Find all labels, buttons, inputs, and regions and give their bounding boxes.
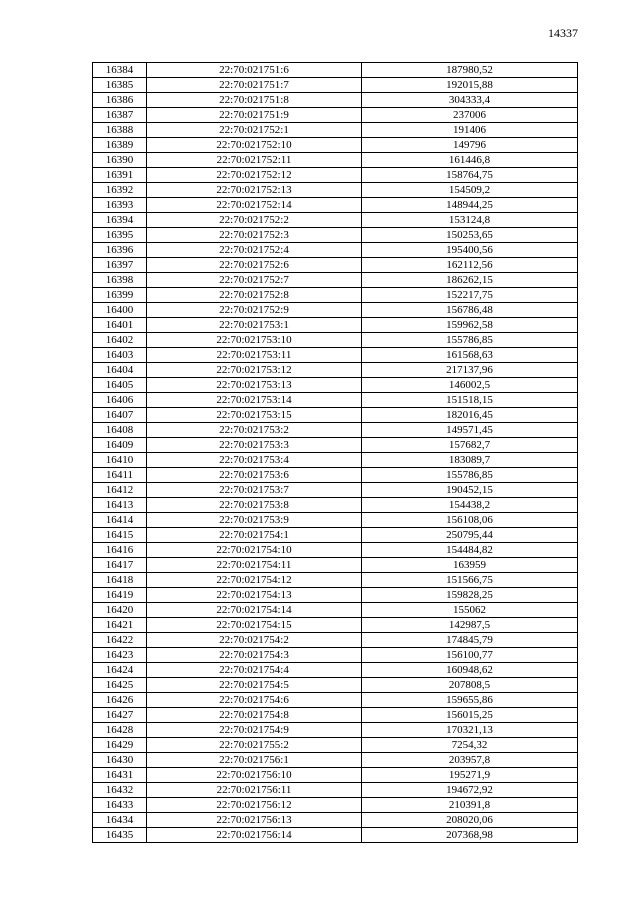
value-cell: 154438,2 xyxy=(362,498,578,513)
cadastral-number-cell: 22:70:021754:2 xyxy=(147,633,362,648)
cadastral-number-cell: 22:70:021753:1 xyxy=(147,318,362,333)
cadastral-number-cell: 22:70:021752:9 xyxy=(147,303,362,318)
value-cell: 207368,98 xyxy=(362,828,578,843)
cadastral-number-cell: 22:70:021753:15 xyxy=(147,408,362,423)
cadastral-number-cell: 22:70:021754:15 xyxy=(147,618,362,633)
value-cell: 151518,15 xyxy=(362,393,578,408)
table-row xyxy=(93,543,578,558)
value-cell: 149571,45 xyxy=(362,423,578,438)
table-row xyxy=(93,348,578,363)
cadastral-number-cell: 22:70:021756:14 xyxy=(147,828,362,843)
cadastral-number-cell: 22:70:021753:3 xyxy=(147,438,362,453)
value-cell: 203957,8 xyxy=(362,753,578,768)
row-number-cell: 16394 xyxy=(93,213,147,228)
row-number-cell: 16387 xyxy=(93,108,147,123)
row-number-cell: 16391 xyxy=(93,168,147,183)
row-number-cell: 16434 xyxy=(93,813,147,828)
value-cell: 151566,75 xyxy=(362,573,578,588)
cadastral-number-cell: 22:70:021752:7 xyxy=(147,273,362,288)
table-row xyxy=(93,93,578,108)
value-cell: 191406 xyxy=(362,123,578,138)
cadastral-number-cell: 22:70:021753:6 xyxy=(147,468,362,483)
row-number-cell: 16393 xyxy=(93,198,147,213)
cadastral-number-cell: 22:70:021752:4 xyxy=(147,243,362,258)
table-body xyxy=(93,63,578,843)
table-row xyxy=(93,723,578,738)
value-cell: 155786,85 xyxy=(362,468,578,483)
cadastral-number-cell: 22:70:021753:11 xyxy=(147,348,362,363)
value-cell: 146002,5 xyxy=(362,378,578,393)
cadastral-number-cell: 22:70:021753:13 xyxy=(147,378,362,393)
cadastral-number-cell: 22:70:021756:11 xyxy=(147,783,362,798)
table-row xyxy=(93,258,578,273)
value-cell: 161568,63 xyxy=(362,348,578,363)
value-cell: 154509,2 xyxy=(362,183,578,198)
row-number-cell: 16395 xyxy=(93,228,147,243)
page-number: 14337 xyxy=(548,26,578,40)
row-number-cell: 16422 xyxy=(93,633,147,648)
row-number-cell: 16392 xyxy=(93,183,147,198)
value-cell: 304333,4 xyxy=(362,93,578,108)
cadastral-number-cell: 22:70:021752:2 xyxy=(147,213,362,228)
table-row xyxy=(93,378,578,393)
value-cell: 194672,92 xyxy=(362,783,578,798)
value-cell: 142987,5 xyxy=(362,618,578,633)
value-cell: 210391,8 xyxy=(362,798,578,813)
table-row xyxy=(93,663,578,678)
value-cell: 163959 xyxy=(362,558,578,573)
cadastral-number-cell: 22:70:021754:3 xyxy=(147,648,362,663)
value-cell: 152217,75 xyxy=(362,288,578,303)
cadastral-number-cell: 22:70:021756:12 xyxy=(147,798,362,813)
cadastral-number-cell: 22:70:021752:8 xyxy=(147,288,362,303)
table-row xyxy=(93,78,578,93)
table-row xyxy=(93,123,578,138)
cadastral-number-cell: 22:70:021753:10 xyxy=(147,333,362,348)
cadastral-number-cell: 22:70:021753:7 xyxy=(147,483,362,498)
table-row xyxy=(93,288,578,303)
table-row xyxy=(93,333,578,348)
row-number-cell: 16399 xyxy=(93,288,147,303)
table-row xyxy=(93,393,578,408)
cadastral-number-cell: 22:70:021754:12 xyxy=(147,573,362,588)
table-row xyxy=(93,243,578,258)
table-row xyxy=(93,738,578,753)
value-cell: 186262,15 xyxy=(362,273,578,288)
cadastral-number-cell: 22:70:021753:14 xyxy=(147,393,362,408)
row-number-cell: 16389 xyxy=(93,138,147,153)
row-number-cell: 16406 xyxy=(93,393,147,408)
row-number-cell: 16396 xyxy=(93,243,147,258)
value-cell: 159962,58 xyxy=(362,318,578,333)
cadastral-number-cell: 22:70:021756:1 xyxy=(147,753,362,768)
row-number-cell: 16414 xyxy=(93,513,147,528)
row-number-cell: 16427 xyxy=(93,708,147,723)
cadastral-number-cell: 22:70:021754:5 xyxy=(147,678,362,693)
value-cell: 182016,45 xyxy=(362,408,578,423)
row-number-cell: 16400 xyxy=(93,303,147,318)
row-number-cell: 16403 xyxy=(93,348,147,363)
row-number-cell: 16420 xyxy=(93,603,147,618)
row-number-cell: 16426 xyxy=(93,693,147,708)
table-row xyxy=(93,618,578,633)
row-number-cell: 16398 xyxy=(93,273,147,288)
row-number-cell: 16428 xyxy=(93,723,147,738)
row-number-cell: 16408 xyxy=(93,423,147,438)
cadastral-number-cell: 22:70:021752:6 xyxy=(147,258,362,273)
row-number-cell: 16421 xyxy=(93,618,147,633)
table-row xyxy=(93,363,578,378)
cadastral-number-cell: 22:70:021752:1 xyxy=(147,123,362,138)
row-number-cell: 16429 xyxy=(93,738,147,753)
cadastral-number-cell: 22:70:021751:6 xyxy=(147,63,362,78)
table-row xyxy=(93,423,578,438)
cadastral-number-cell: 22:70:021754:6 xyxy=(147,693,362,708)
cadastral-number-cell: 22:70:021754:8 xyxy=(147,708,362,723)
row-number-cell: 16385 xyxy=(93,78,147,93)
row-number-cell: 16412 xyxy=(93,483,147,498)
table-row xyxy=(93,783,578,798)
cadastral-number-cell: 22:70:021753:4 xyxy=(147,453,362,468)
cadastral-number-cell: 22:70:021754:13 xyxy=(147,588,362,603)
row-number-cell: 16432 xyxy=(93,783,147,798)
row-number-cell: 16431 xyxy=(93,768,147,783)
row-number-cell: 16416 xyxy=(93,543,147,558)
table-row xyxy=(93,708,578,723)
cadastral-number-cell: 22:70:021751:7 xyxy=(147,78,362,93)
cadastral-number-cell: 22:70:021752:11 xyxy=(147,153,362,168)
cadastral-number-cell: 22:70:021754:11 xyxy=(147,558,362,573)
row-number-cell: 16407 xyxy=(93,408,147,423)
table-row xyxy=(93,528,578,543)
value-cell: 237006 xyxy=(362,108,578,123)
table-row xyxy=(93,693,578,708)
table-row xyxy=(93,498,578,513)
table-row xyxy=(93,408,578,423)
cadastral-number-cell: 22:70:021756:13 xyxy=(147,813,362,828)
value-cell: 174845,79 xyxy=(362,633,578,648)
row-number-cell: 16390 xyxy=(93,153,147,168)
value-cell: 156100,77 xyxy=(362,648,578,663)
table-row xyxy=(93,483,578,498)
value-cell: 183089,7 xyxy=(362,453,578,468)
cadastral-number-cell: 22:70:021751:9 xyxy=(147,108,362,123)
row-number-cell: 16405 xyxy=(93,378,147,393)
row-number-cell: 16413 xyxy=(93,498,147,513)
row-number-cell: 16425 xyxy=(93,678,147,693)
table-row xyxy=(93,573,578,588)
cadastral-number-cell: 22:70:021752:3 xyxy=(147,228,362,243)
table-row xyxy=(93,438,578,453)
table-row xyxy=(93,648,578,663)
table-row xyxy=(93,513,578,528)
cadastral-number-cell: 22:70:021754:1 xyxy=(147,528,362,543)
value-cell: 159655,86 xyxy=(362,693,578,708)
table-row xyxy=(93,183,578,198)
value-cell: 161446,8 xyxy=(362,153,578,168)
row-number-cell: 16419 xyxy=(93,588,147,603)
value-cell: 149796 xyxy=(362,138,578,153)
row-number-cell: 16418 xyxy=(93,573,147,588)
cadastral-number-cell: 22:70:021752:14 xyxy=(147,198,362,213)
value-cell: 160948,62 xyxy=(362,663,578,678)
value-cell: 170321,13 xyxy=(362,723,578,738)
row-number-cell: 16424 xyxy=(93,663,147,678)
cadastral-number-cell: 22:70:021753:2 xyxy=(147,423,362,438)
value-cell: 250795,44 xyxy=(362,528,578,543)
value-cell: 156786,48 xyxy=(362,303,578,318)
value-cell: 162112,56 xyxy=(362,258,578,273)
table-row xyxy=(93,603,578,618)
cadastral-number-cell: 22:70:021753:9 xyxy=(147,513,362,528)
table-row xyxy=(93,768,578,783)
cadastral-number-cell: 22:70:021755:2 xyxy=(147,738,362,753)
cadastral-number-cell: 22:70:021752:13 xyxy=(147,183,362,198)
row-number-cell: 16404 xyxy=(93,363,147,378)
value-cell: 155786,85 xyxy=(362,333,578,348)
row-number-cell: 16430 xyxy=(93,753,147,768)
table-row xyxy=(93,153,578,168)
table-row xyxy=(93,453,578,468)
row-number-cell: 16415 xyxy=(93,528,147,543)
value-cell: 159828,25 xyxy=(362,588,578,603)
table-row xyxy=(93,138,578,153)
value-cell: 187980,52 xyxy=(362,63,578,78)
table-row xyxy=(93,63,578,78)
row-number-cell: 16401 xyxy=(93,318,147,333)
row-number-cell: 16386 xyxy=(93,93,147,108)
value-cell: 148944,25 xyxy=(362,198,578,213)
cadastral-number-cell: 22:70:021751:8 xyxy=(147,93,362,108)
cadastral-value-table xyxy=(92,62,578,843)
table-row xyxy=(93,798,578,813)
row-number-cell: 16409 xyxy=(93,438,147,453)
value-cell: 195400,56 xyxy=(362,243,578,258)
row-number-cell: 16402 xyxy=(93,333,147,348)
table-row xyxy=(93,108,578,123)
value-cell: 150253,65 xyxy=(362,228,578,243)
table-row xyxy=(93,198,578,213)
value-cell: 154484,82 xyxy=(362,543,578,558)
table-row xyxy=(93,318,578,333)
table-row xyxy=(93,228,578,243)
value-cell: 207808,5 xyxy=(362,678,578,693)
value-cell: 153124,8 xyxy=(362,213,578,228)
value-cell: 208020,06 xyxy=(362,813,578,828)
value-cell: 156108,06 xyxy=(362,513,578,528)
table-row xyxy=(93,558,578,573)
table-row xyxy=(93,273,578,288)
row-number-cell: 16435 xyxy=(93,828,147,843)
value-cell: 192015,88 xyxy=(362,78,578,93)
row-number-cell: 16411 xyxy=(93,468,147,483)
value-cell: 155062 xyxy=(362,603,578,618)
row-number-cell: 16410 xyxy=(93,453,147,468)
row-number-cell: 16423 xyxy=(93,648,147,663)
value-cell: 195271,9 xyxy=(362,768,578,783)
cadastral-number-cell: 22:70:021754:4 xyxy=(147,663,362,678)
table-row xyxy=(93,303,578,318)
table-row xyxy=(93,753,578,768)
value-cell: 217137,96 xyxy=(362,363,578,378)
cadastral-number-cell: 22:70:021752:12 xyxy=(147,168,362,183)
value-cell: 156015,25 xyxy=(362,708,578,723)
cadastral-number-cell: 22:70:021753:12 xyxy=(147,363,362,378)
table-row xyxy=(93,633,578,648)
table-row xyxy=(93,213,578,228)
value-cell: 158764,75 xyxy=(362,168,578,183)
row-number-cell: 16388 xyxy=(93,123,147,138)
cadastral-number-cell: 22:70:021756:10 xyxy=(147,768,362,783)
value-cell: 157682,7 xyxy=(362,438,578,453)
cadastral-number-cell: 22:70:021754:10 xyxy=(147,543,362,558)
row-number-cell: 16397 xyxy=(93,258,147,273)
row-number-cell: 16417 xyxy=(93,558,147,573)
table-row xyxy=(93,828,578,843)
cadastral-number-cell: 22:70:021753:8 xyxy=(147,498,362,513)
table-row xyxy=(93,468,578,483)
table-row xyxy=(93,168,578,183)
value-cell: 190452,15 xyxy=(362,483,578,498)
table-row xyxy=(93,678,578,693)
value-cell: 7254,32 xyxy=(362,738,578,753)
cadastral-number-cell: 22:70:021754:9 xyxy=(147,723,362,738)
row-number-cell: 16433 xyxy=(93,798,147,813)
cadastral-number-cell: 22:70:021752:10 xyxy=(147,138,362,153)
table-row xyxy=(93,813,578,828)
row-number-cell: 16384 xyxy=(93,63,147,78)
cadastral-number-cell: 22:70:021754:14 xyxy=(147,603,362,618)
table-row xyxy=(93,588,578,603)
